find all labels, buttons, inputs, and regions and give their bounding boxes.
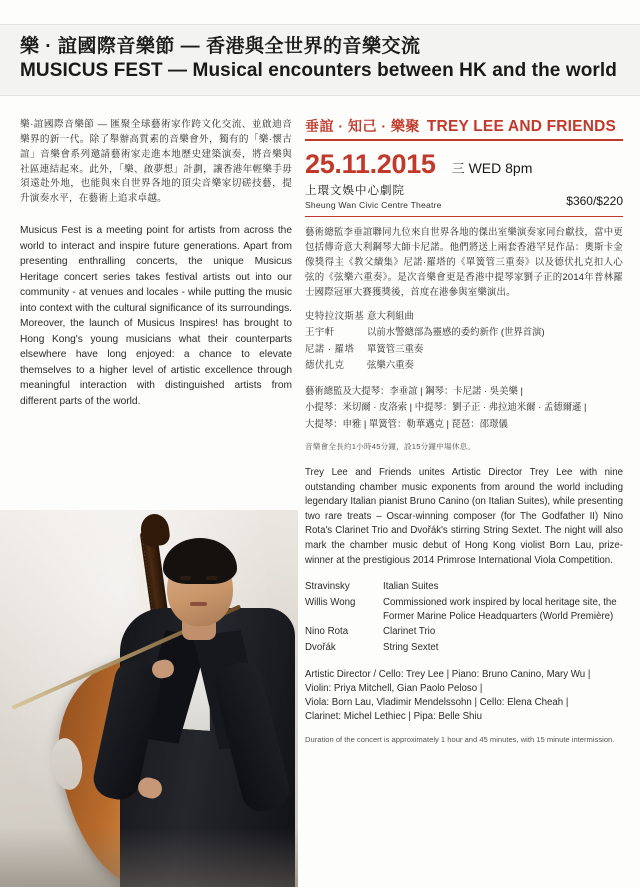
artists-line: 藝術總監及大提琴：李垂誼 | 鋼琴：卡尼諾 · 吳美樂 | xyxy=(305,384,523,396)
program-composer-en: Nino Rota xyxy=(305,626,349,638)
concert-time: 8pm xyxy=(505,160,533,176)
concert-weekday-time xyxy=(452,158,533,177)
program-row xyxy=(305,357,623,373)
venue-row xyxy=(305,182,623,210)
program-work-en: String Sextet xyxy=(383,642,439,654)
header-title-en xyxy=(0,59,640,84)
credits-line: Clarinet: Michel Lethiec | Pipa: Belle Shiu xyxy=(305,711,482,723)
ticket-price: $360/$220 xyxy=(566,194,623,208)
header-title-en-bold: MUSICUS FEST xyxy=(20,59,163,81)
artists-line: 小提琴：米切爾 · 皮洛索 | 中提琴：劉子正 · 弗拉迪米爾 · 孟德爾遜 | xyxy=(305,401,587,413)
artists-credits-en xyxy=(305,668,623,724)
credits-line: Viola: Born Lau, Vladimir Mendelssohn | Cello: Elena Cheah | xyxy=(305,697,569,709)
header-title-en-rest: — Musical encounters between HK and the world xyxy=(168,59,618,81)
credits-line: Violin: Priya Mitchell, Gian Paolo Peloso | xyxy=(305,683,483,694)
concert-date-row xyxy=(305,149,623,180)
program-work-en: Clarinet Trio xyxy=(383,626,436,638)
program-composer-en: Stravinsky xyxy=(305,581,350,593)
festival-intro-zh: 樂·誼國際音樂節 — 匯聚全球藝術家作跨文化交流、並啟迪音樂界的新一代。除了舉辦高質素的音樂會外，獨有的「樂·懷古誼」音樂會系列邀請藝術家走進本地歷史建築演奏，將音樂與社區連結起來。此外，「樂、啟夢想」計劃，讓香港年輕樂手毋須遠赴外地，也能與來自世界各地的頂尖音樂家切磋技藝，提升演奏水平，在藝術上追求卓越。 xyxy=(20,119,292,205)
artists-line: 大提琴：申雅 | 單簧管：勒華邁克 | 琵琶：邵璟儀 xyxy=(305,417,508,429)
venue-name-en: Sheung Wan Civic Centre Theatre xyxy=(305,200,442,210)
program-composer-en: Willis Wong xyxy=(305,596,356,608)
header-title-zh: 樂 · 誼國際音樂節 — 香港與全世界的音樂交流 xyxy=(20,36,421,57)
performer-eye-left xyxy=(180,576,191,580)
program-row-en xyxy=(305,580,623,594)
concert-description-en: Trey Lee and Friends unites Artistic Director Trey Lee with nine outstanding chamber music exponents from around the world including legendary Italian pianist Bruno Canino (on Italian Suites), while presenting two rare treats – Oscar-winning composer (for The Godfather II) Nino Rota's Clarinet Trio and Dvořák's stirring String Sextet. The night will also mark the chamber music debut of Hong Kong violist Born Lau, prize-winner at the prestigious 2014 Primrose International Viola Competition. xyxy=(305,467,623,566)
program-row xyxy=(305,324,623,340)
program-row xyxy=(305,308,623,324)
concert-description-zh: 藝術總監李垂誼聯同九位來自世界各地的傑出室樂演奏家同台獻技，當中更包括傳奇意大利鋼琴大師卡尼諾。他們將送上兩套香港罕見作品：奧斯卡金像獎得主《教父續集》尼諾·羅塔的《單簧管三重奏》以及德伏扎克扣人心弦的《弦樂六重奏》。是次音樂會更是香港中提琴家劉子正的2014年普林羅士國際冠軍大賽獲獎後，首度在港參與室樂演出。 xyxy=(305,226,623,298)
series-title-zh: 垂誼 · 知己 · 樂聚 xyxy=(305,118,420,134)
left-column xyxy=(20,118,292,409)
program-work-en: Commissioned work inspired by local heritage site, the Former Marine Police Headquarters (World Première) xyxy=(383,596,617,622)
program-composer: 王宇軒 xyxy=(305,326,335,338)
poster-header xyxy=(0,24,640,96)
program-row-en xyxy=(305,641,623,655)
program-work: 以前水警總部為靈感的委約新作 (世界首演) xyxy=(367,326,545,338)
program-list-zh xyxy=(305,308,623,373)
program-row xyxy=(305,341,623,357)
program-composer-en: Dvořák xyxy=(305,642,336,654)
program-composer: 尼諾 · 羅塔 xyxy=(305,342,355,354)
photo-floor-shadow xyxy=(0,827,298,887)
performer-mouth xyxy=(190,602,207,606)
program-row-en xyxy=(305,625,623,639)
artists-list-zh xyxy=(305,383,623,432)
right-column xyxy=(305,116,623,744)
program-work: 弦樂六重奏 xyxy=(367,358,414,370)
program-work-en: Italian Suites xyxy=(383,581,439,593)
program-list-en xyxy=(305,580,623,655)
credits-line: Artistic Director / Cello: Trey Lee | Piano: Bruno Canino, Mary Wu | xyxy=(305,668,591,680)
performer-eye-right xyxy=(206,576,217,580)
program-row-en xyxy=(305,596,623,624)
weekday-en: WED xyxy=(468,160,502,176)
program-work: 單簧管三重奏 xyxy=(367,342,424,354)
duration-note-zh: 音樂會全長約1小時45分鐘，設15分鐘中場休息。 xyxy=(305,442,476,452)
festival-intro-en: Musicus Fest is a meeting point for artists from across the world to interact and inspire future generations. Apart from presenting enthralling concerts, the unique Musicus Heritage concert series takes festival artists out into our community - at venues and locales - while putting the music into context with the cultural significance of its surroundings. Moreover, the launch of Musicus Inspires! has brought to Hong Kong's young musicians what their counterparts elsewhere have long enjoyed: a chance to elevate themselves to a higher level of artistic excellence through meaningful interaction with distinguished artists from different parts of the world. xyxy=(20,225,292,407)
venue-name-zh: 上環文娛中心劇院 xyxy=(305,185,405,197)
concert-series-title xyxy=(305,116,623,141)
concert-date: 25.11.2015 xyxy=(305,149,436,179)
program-work: 意大利組曲 xyxy=(367,310,414,322)
venue-block xyxy=(305,182,442,210)
program-composer: 史特拉汶斯基 xyxy=(305,310,365,322)
series-title-en: TREY LEE AND FRIENDS xyxy=(426,118,617,135)
program-composer: 德伏扎克 xyxy=(305,358,345,370)
duration-note-en: Duration of the concert is approximately 1 hour and 45 minutes, with 15 minute intermission. xyxy=(305,735,615,745)
divider-red xyxy=(305,216,623,217)
weekday-zh: 三 xyxy=(451,161,465,176)
cellist-photo xyxy=(0,510,298,887)
